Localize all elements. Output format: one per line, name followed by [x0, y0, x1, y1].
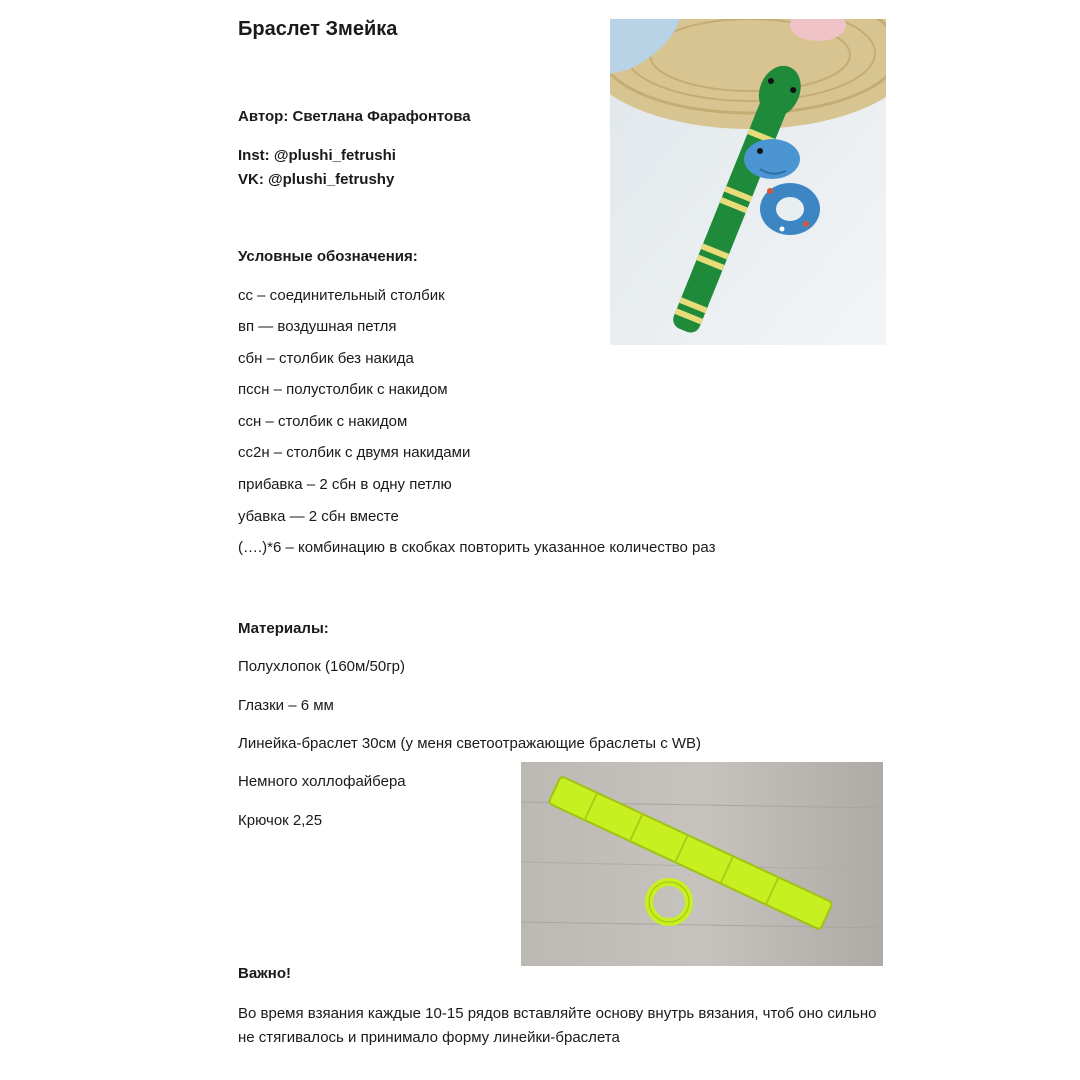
important-heading: Важно!: [238, 965, 292, 982]
snake-bracelet-photo: [610, 19, 886, 345]
important-text-line: Во время взяания каждые 10-15 рядов вставляйте основу внутрь вязания, чтоб оно сильно: [238, 1005, 877, 1022]
material-item: Полухлопок (160м/50гр): [238, 658, 405, 675]
reflective-band-photo: [521, 762, 883, 966]
legend-item: (….)*6 – комбинацию в скобках повторить указанное количество раз: [238, 539, 716, 556]
material-item: Немного холлофайбера: [238, 773, 406, 790]
materials-heading: Материалы:: [238, 620, 329, 637]
legend-heading: Условные обозначения:: [238, 248, 418, 265]
legend-item: прибавка – 2 сбн в одну петлю: [238, 476, 452, 493]
author-line: Автор: Светлана Фарафонтова: [238, 108, 471, 125]
material-item: Глазки – 6 мм: [238, 697, 334, 714]
material-item: Крючок 2,25: [238, 812, 323, 829]
legend-item: убавка — 2 сбн вместе: [238, 508, 399, 525]
vk-handle: VK: @plushi_fetrushy: [238, 171, 395, 188]
legend-item: сс – соединительный столбик: [238, 287, 445, 304]
legend-item: ссн – столбик с накидом: [238, 413, 408, 430]
instagram-handle: Inst: @plushi_fetrushi: [238, 147, 396, 164]
material-item: Линейка-браслет 30см (у меня светоотражающие браслеты с WB): [238, 735, 702, 752]
legend-item: сбн – столбик без накида: [238, 350, 414, 367]
snake-bracelet-illustration: [610, 19, 886, 345]
legend-item: сс2н – столбик с двумя накидами: [238, 444, 471, 461]
legend-item: вп — воздушная петля: [238, 318, 397, 335]
page-title: Браслет Змейка: [238, 18, 398, 40]
reflective-band-illustration: [521, 762, 883, 966]
important-text: [238, 1002, 938, 1050]
legend-item: пссн – полустолбик с накидом: [238, 381, 448, 398]
important-text-line: не стягивалось и принимало форму линейки-браслета: [238, 1029, 620, 1046]
